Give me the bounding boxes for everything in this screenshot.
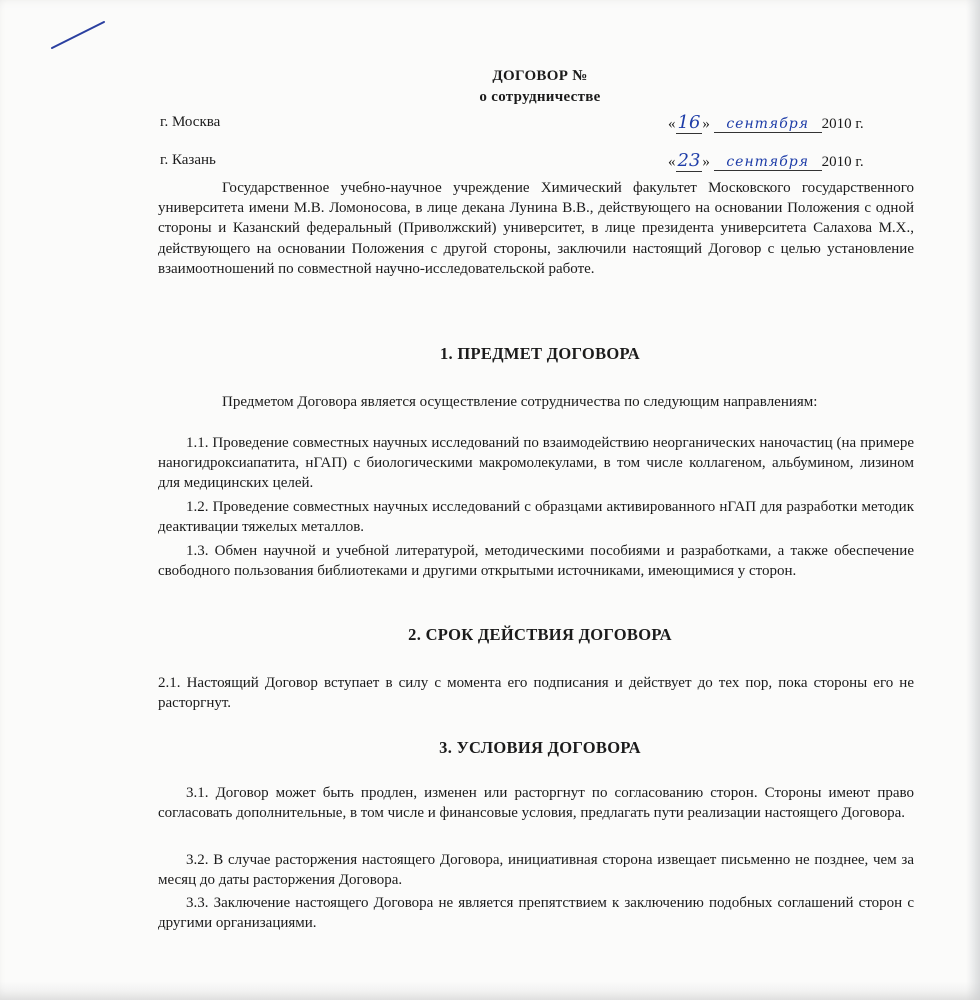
- intro-paragraph: Государственное учебно-научное учреждение Химический факультет Московского государственного университета имени М.В. Ломоносова, в лице декана Лунина В.В., действующего на основании Положения с одной стороны и Казанский федеральный (Приволжский) университет, в лице президента университета Салахова М.Х., действующего на основании Положения с другой стороны, заключили настоящий Договор с целью установление взаимоотношений по совместной научно-исследовательской работе.: [158, 180, 914, 277]
- section-heading-2: 2. СРОК ДЕЙСТВИЯ ДОГОВОРА: [408, 625, 672, 644]
- quote-open: «: [668, 116, 676, 132]
- section-heading-1: 1. ПРЕДМЕТ ДОГОВОРА: [439, 344, 640, 363]
- date-kazan: [668, 150, 864, 171]
- section-1-item: 1.2. Проведение совместных научных исследований с образцами активированного нГАП для разработки методик деактивации тяжелых металлов.: [158, 499, 914, 536]
- scan-shadow-bottom: [0, 982, 980, 1000]
- section-3-item: 3.1. Договор может быть продлен, изменен или расторгнут по согласованию сторон. Стороны имеют право согласовать дополнительные, в том числе и финансовые условия, предлагать пути реализации настоящего Договора.: [158, 785, 914, 822]
- quote-close: »: [702, 116, 710, 132]
- section-1-lead: Предметом Договора является осуществление сотрудничества по следующим направлениям:: [222, 394, 818, 410]
- scan-shadow-right: [966, 0, 980, 1000]
- section-1-item: 1.3. Обмен научной и учебной литературой, методическими пособиями и разработками, а также обеспечение свободного пользования библиотеками и другими открытыми источниками, имеющимися у сторон.: [158, 543, 914, 580]
- section-1-item: 1.1. Проведение совместных научных исследований по взаимодействию неорганических наночастиц (на примере наногидроксиапатита, нГАП) с биологическими макромолекулами, в том числе коллагеном, альбумином, лизином для медицинских целей.: [158, 435, 914, 492]
- section-heading-3: 3. УСЛОВИЯ ДОГОВОРА: [439, 738, 641, 757]
- section-3-item: 3.3. Заключение настоящего Договора не является препятствием к заключению подобных соглашений сторон с другими организациями.: [158, 895, 914, 932]
- handwritten-month: сентября: [714, 116, 822, 133]
- handwritten-month: сентября: [714, 154, 822, 171]
- document-subtitle: о сотрудничестве: [479, 89, 601, 105]
- section-3-item: 3.2. В случае расторжения настоящего Договора, инициативная сторона извещает письменно не позднее, чем за месяц до даты расторжения Договора.: [158, 852, 914, 889]
- document-title: ДОГОВОР №: [492, 68, 588, 84]
- date-year: 2010 г.: [821, 116, 864, 132]
- quote-open: «: [668, 154, 676, 170]
- pen-stroke-mark: [48, 18, 108, 52]
- section-2-item: 2.1. Настоящий Договор вступает в силу с момента его подписания и действует до тех пор, пока стороны его не расторгнут.: [158, 675, 914, 712]
- city-kazan: г. Казань: [160, 152, 216, 168]
- city-moscow: г. Москва: [160, 114, 221, 130]
- quote-close: »: [702, 154, 710, 170]
- handwritten-day: 23: [677, 150, 701, 171]
- date-moscow: [668, 112, 864, 133]
- handwritten-day: 16: [677, 112, 701, 133]
- date-year: 2010 г.: [821, 154, 864, 170]
